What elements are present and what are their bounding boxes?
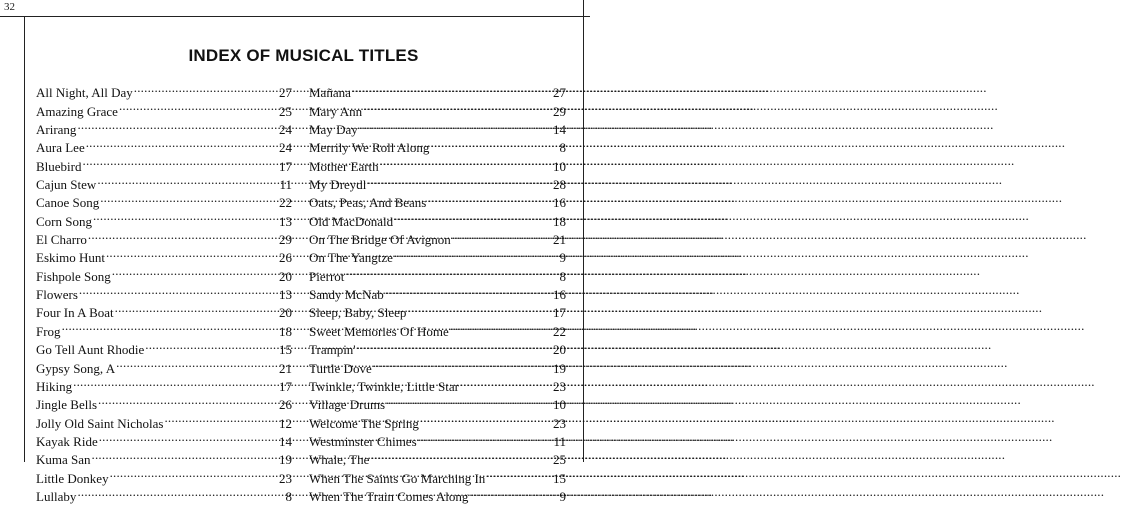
- entry-title: Lullaby: [36, 488, 77, 504]
- entry-title: On The Bridge Of Avignon: [309, 232, 451, 248]
- entry-page-number: 24: [279, 122, 292, 138]
- dot-leader: [430, 134, 558, 152]
- entry-page-number: 20: [279, 305, 292, 321]
- entry-page-number: 23: [553, 378, 566, 394]
- dot-leader: [88, 226, 278, 244]
- entry-title: Jolly Old Saint Nicholas: [36, 415, 164, 431]
- entry-title: Mother Earth: [309, 158, 379, 174]
- entry-title: Oats, Peas, And Beans: [309, 195, 427, 211]
- entry-title: Flowers: [36, 287, 78, 303]
- entry-page-number: 13: [279, 287, 292, 303]
- entry-title: All Night, All Day: [36, 85, 133, 101]
- entry-page-number: 24: [279, 140, 292, 156]
- entry-title: My Dreydl: [309, 177, 367, 193]
- entry-page-number: 21: [279, 360, 292, 376]
- entry-page-number: 25: [279, 103, 292, 119]
- dot-leader: [86, 134, 278, 152]
- entry-page-number: 20: [553, 342, 566, 358]
- entry-title: Arirang: [36, 122, 77, 138]
- entry-page-number: 19: [553, 360, 566, 376]
- entry-page-number: 26: [279, 250, 292, 266]
- entry-title: Aura Lee: [36, 140, 85, 156]
- entry-page-number: 27: [279, 85, 292, 101]
- dot-leader: [73, 373, 278, 391]
- dot-leader: [106, 244, 278, 262]
- page-number: 32: [4, 1, 15, 13]
- entry-title: Sweet Memories Of Home: [309, 323, 449, 339]
- entry-title: Cajun Stew: [36, 177, 97, 193]
- entry-page-number: 19: [279, 452, 292, 468]
- entry-title: Mary Ann: [309, 103, 363, 119]
- dot-leader: [115, 299, 278, 317]
- page-title: INDEX OF MUSICAL TITLES: [188, 46, 419, 65]
- entry-page-number: 26: [279, 397, 292, 413]
- entry-title: Westminster Chimes: [309, 433, 417, 449]
- dot-leader: [359, 116, 552, 134]
- entry-page-number: 10: [553, 158, 566, 174]
- dot-leader: [394, 207, 552, 225]
- dot-leader: [79, 281, 278, 299]
- entry-page-number: 12: [279, 415, 292, 431]
- entry-title: Whale, The: [309, 452, 370, 468]
- entry-title: Twinkle, Twinkle, Little Star: [309, 378, 459, 394]
- dot-leader: [486, 464, 552, 482]
- entry-title: Canoe Song: [36, 195, 100, 211]
- entry-title: Pierrot: [309, 268, 345, 284]
- dot-leader: [373, 354, 552, 372]
- entry-page-number: 9: [559, 250, 566, 266]
- entry-title: Mañana: [309, 85, 351, 101]
- entry-page-number: 8: [559, 268, 566, 284]
- entry-page-number: 23: [553, 415, 566, 431]
- dot-leader: [145, 336, 278, 354]
- index-entry: [309, 79, 566, 101]
- dot-leader: [380, 152, 552, 170]
- entry-title: Kuma San: [36, 452, 91, 468]
- entry-title: Trampin': [309, 342, 356, 358]
- dot-leader: [394, 244, 559, 262]
- dot-leader: [98, 391, 278, 409]
- entry-title: Gypsy Song, A: [36, 360, 116, 376]
- dot-leader: [352, 79, 552, 97]
- entry-page-number: 27: [553, 85, 566, 101]
- entry-page-number: 17: [279, 158, 292, 174]
- entry-title: Eskimo Hunt: [36, 250, 105, 266]
- entry-page-number: 20: [279, 268, 292, 284]
- dot-leader: [385, 281, 552, 299]
- dot-leader: [367, 171, 552, 189]
- dot-leader: [450, 317, 552, 335]
- entry-title: Old MacDonald: [309, 213, 394, 229]
- entry-page-number: 22: [553, 323, 566, 339]
- dot-leader: [345, 262, 558, 280]
- entry-title: On The Yangtze: [309, 250, 393, 266]
- entry-page-number: 25: [553, 452, 566, 468]
- entry-page-number: 29: [553, 103, 566, 119]
- index-column-left: [36, 79, 292, 504]
- entry-title: Four In A Boat: [36, 305, 114, 321]
- dot-leader: [93, 207, 278, 225]
- entry-page-number: 22: [279, 195, 292, 211]
- entry-page-number: 17: [279, 378, 292, 394]
- entry-title: Hiking: [36, 378, 73, 394]
- dot-leader: [407, 299, 552, 317]
- entry-page-number: 17: [553, 305, 566, 321]
- dot-leader: [100, 189, 278, 207]
- entry-title: Sandy McNab: [309, 287, 384, 303]
- dot-leader: [418, 428, 553, 446]
- entry-title: When The Saints Go Marching In: [309, 470, 486, 486]
- entry-title: Frog: [36, 323, 61, 339]
- entry-page-number: 11: [553, 433, 566, 449]
- entry-page-number: 18: [279, 323, 292, 339]
- dot-leader: [119, 97, 278, 115]
- dot-leader: [116, 354, 278, 372]
- index-column-right: [309, 79, 566, 504]
- dot-leader: [77, 116, 278, 134]
- entry-page-number: 15: [553, 470, 566, 486]
- entry-page-number: 16: [553, 195, 566, 211]
- entry-page-number: 13: [279, 213, 292, 229]
- dot-leader: [386, 391, 552, 409]
- index-entry: [309, 262, 566, 284]
- dot-leader: [77, 483, 284, 501]
- dot-leader: [427, 189, 552, 207]
- entry-title: Sleep, Baby, Sleep: [309, 305, 407, 321]
- dot-leader: [469, 483, 558, 501]
- index-entry: [36, 79, 292, 101]
- dot-leader: [357, 336, 552, 354]
- entry-page-number: 10: [553, 397, 566, 413]
- index-entry: [36, 373, 292, 394]
- index-entry: [36, 336, 292, 358]
- entry-title: Bluebird: [36, 158, 82, 174]
- dot-leader: [370, 446, 552, 464]
- entry-title: May Day: [309, 122, 358, 138]
- entry-page-number: 8: [285, 488, 292, 504]
- entry-title: Merrily We Roll Along: [309, 140, 430, 156]
- entry-title: When The Train Comes Along: [309, 488, 469, 504]
- entry-title: Amazing Grace: [36, 103, 118, 119]
- entry-title: Turtle Dove: [309, 360, 372, 376]
- dot-leader: [164, 409, 278, 427]
- page-frame-top-rule: [0, 16, 590, 17]
- dot-leader: [452, 226, 552, 244]
- index-entry: [36, 317, 292, 339]
- dot-leader: [83, 152, 279, 170]
- entry-page-number: 23: [279, 470, 292, 486]
- dot-leader: [110, 464, 278, 482]
- dot-leader: [97, 171, 278, 189]
- dot-leader: [112, 262, 278, 280]
- entry-page-number: 16: [553, 287, 566, 303]
- dot-leader: [134, 79, 278, 97]
- dot-leader: [460, 373, 552, 391]
- entry-title: Little Donkey: [36, 470, 109, 486]
- dot-leader: [363, 97, 552, 115]
- dot-leader: [420, 409, 552, 427]
- entry-title: Corn Song: [36, 213, 92, 229]
- entry-page-number: 9: [559, 488, 566, 504]
- entry-page-number: 14: [553, 122, 566, 138]
- entry-page-number: 28: [553, 177, 566, 193]
- index-entry: [309, 281, 566, 303]
- entry-title: Welcome The Spring: [309, 415, 419, 431]
- entry-page-number: 14: [279, 433, 292, 449]
- index-entry: [36, 391, 292, 413]
- entry-title: El Charro: [36, 232, 87, 248]
- entry-page-number: 11: [279, 177, 292, 193]
- entry-title: Jingle Bells: [36, 397, 98, 413]
- entry-title: Kayak Ride: [36, 433, 98, 449]
- entry-page-number: 21: [553, 232, 566, 248]
- entry-page-number: 29: [279, 232, 292, 248]
- dot-leader: [62, 317, 278, 335]
- entry-page-number: 15: [279, 342, 292, 358]
- entry-title: Village Drums: [309, 397, 386, 413]
- entry-title: Go Tell Aunt Rhodie: [36, 342, 145, 358]
- dot-leader: [99, 428, 278, 446]
- entry-page-number: 8: [559, 140, 566, 156]
- dot-leader: [92, 446, 278, 464]
- entry-title: Fishpole Song: [36, 268, 111, 284]
- entry-page-number: 18: [553, 213, 566, 229]
- page-frame-left-rule: [24, 16, 25, 462]
